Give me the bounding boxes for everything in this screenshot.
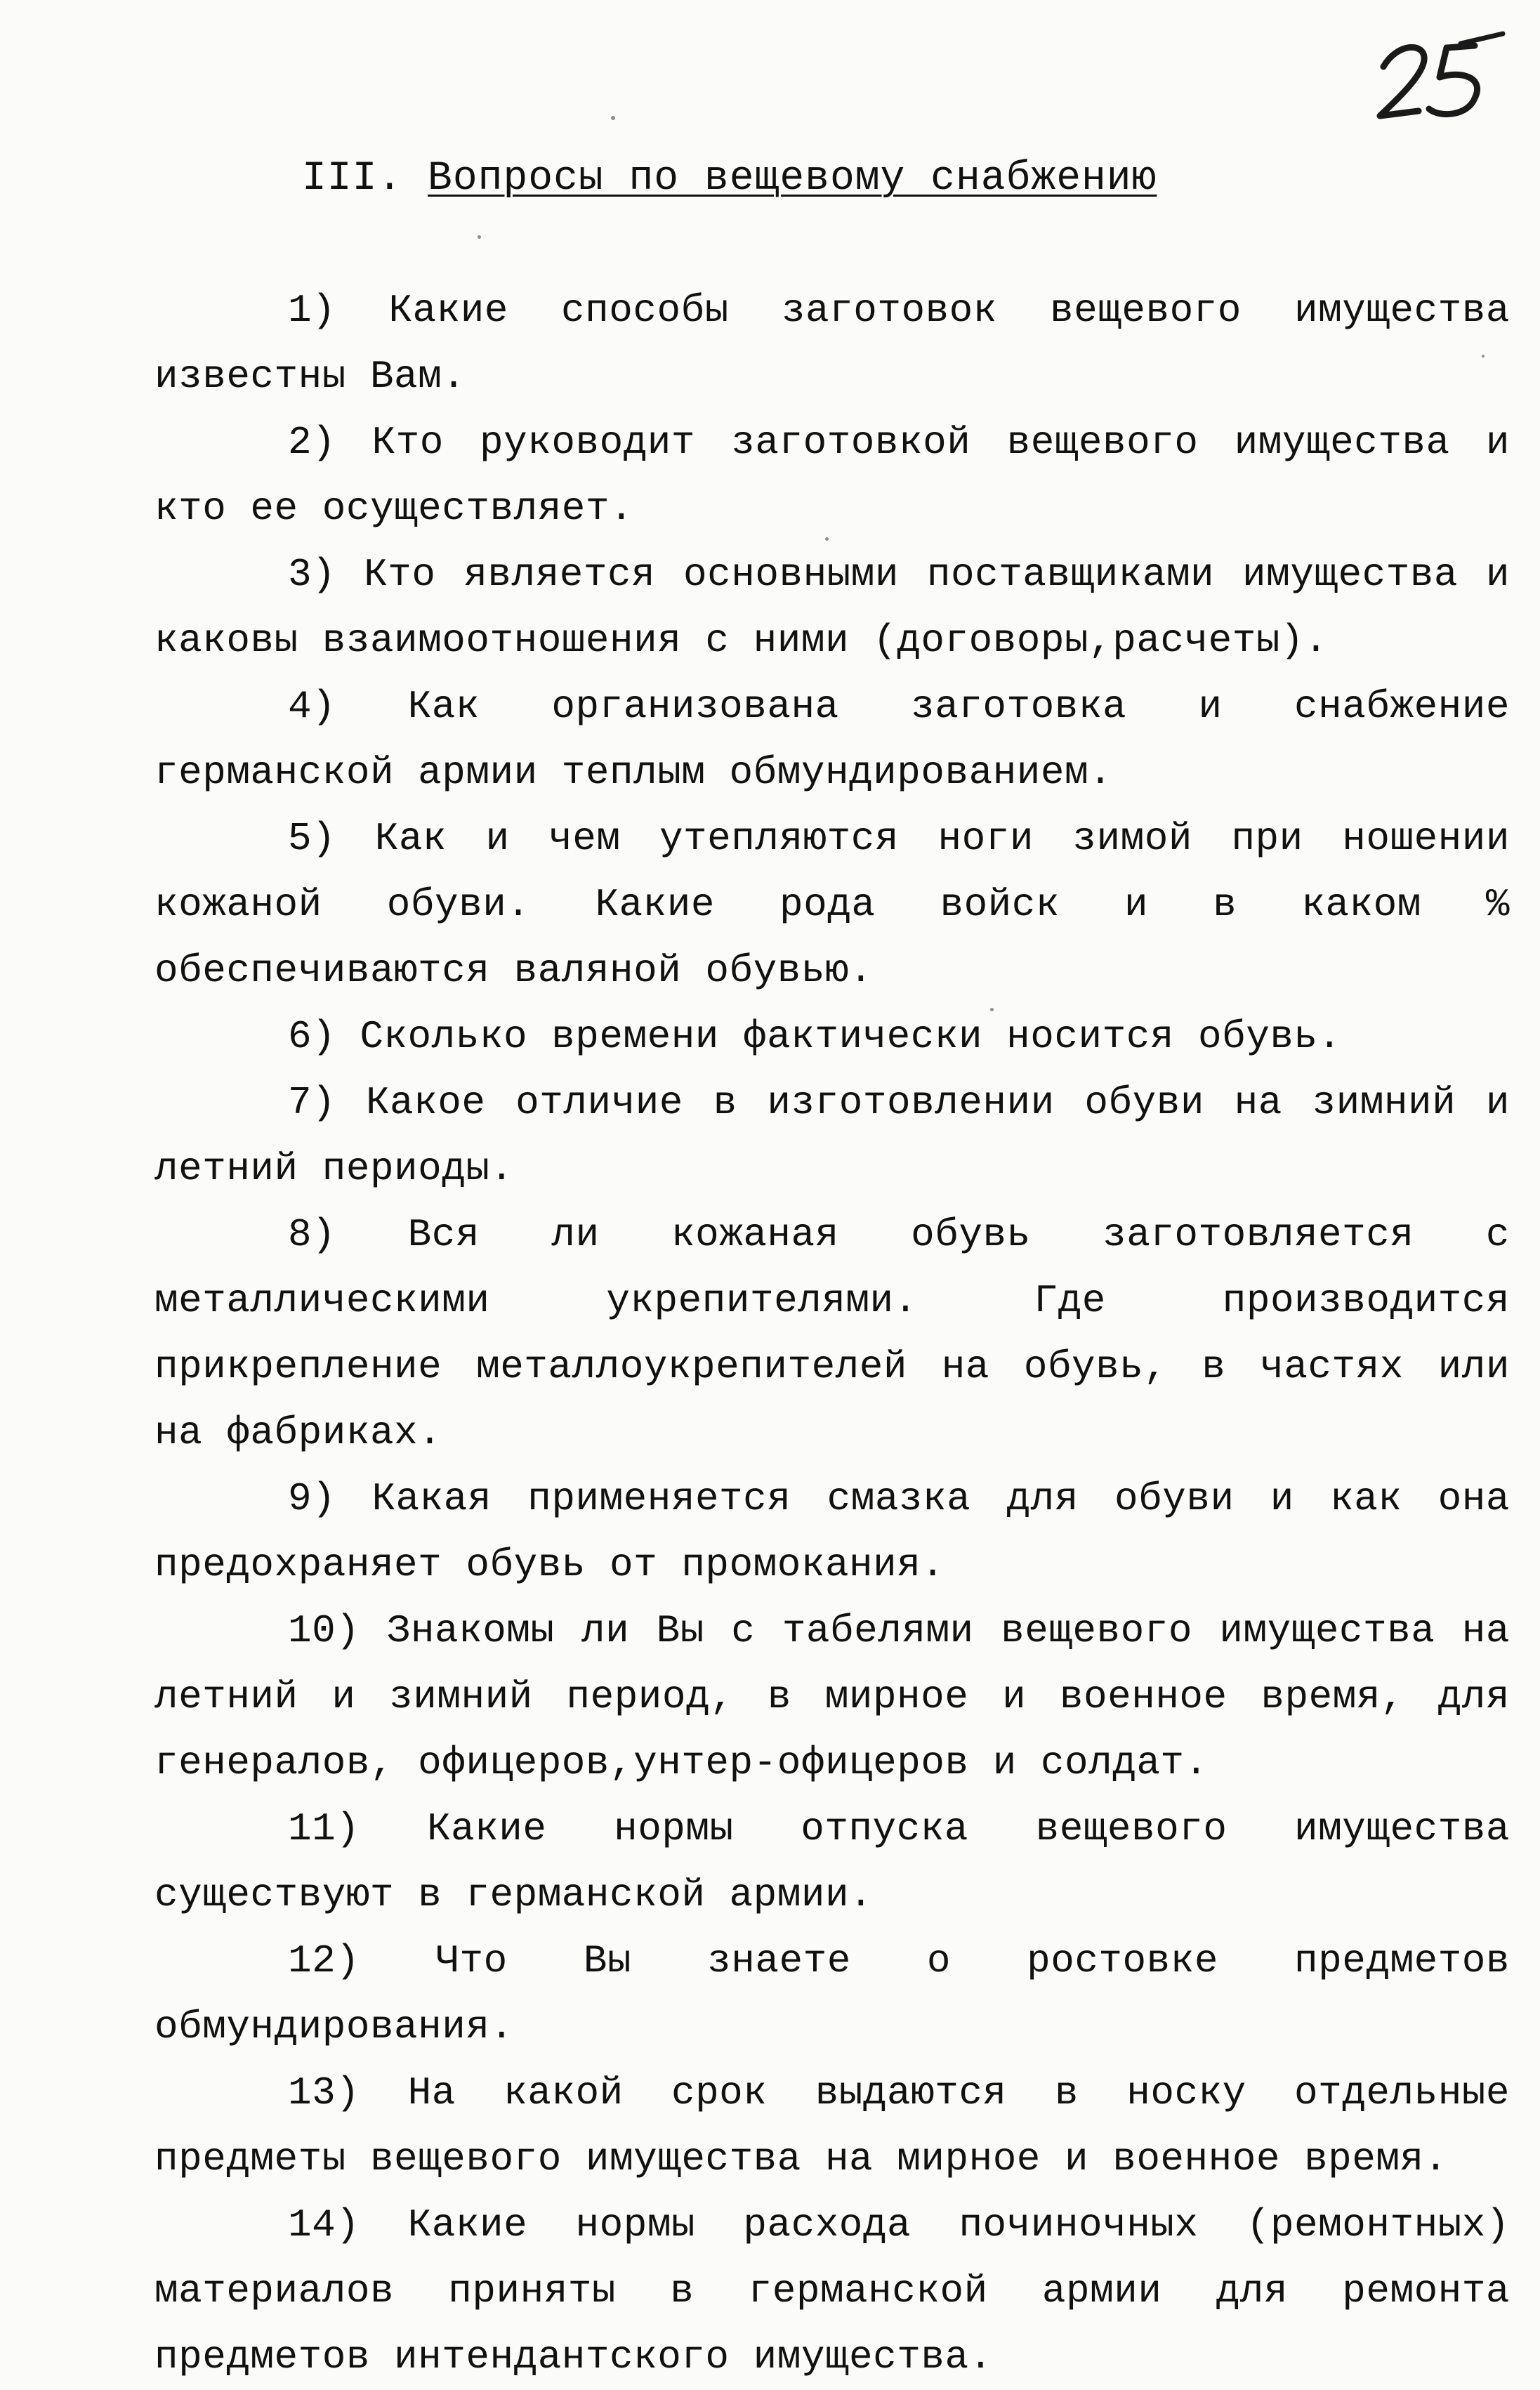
question-number: 8): [288, 1212, 336, 1257]
question-item: [154, 806, 1510, 1004]
question-list: [154, 277, 1510, 2390]
question-item: [154, 1466, 1510, 1598]
question-item: [154, 2192, 1510, 2390]
question-number: 12): [288, 1938, 360, 1983]
paper-speck: [990, 1008, 994, 1011]
question-text: Какая применяется смазка для обуви и как она предохраняет обувь от промокания.: [154, 1476, 1510, 1587]
question-number: 14): [288, 2202, 360, 2247]
question-item: [154, 277, 1510, 409]
question-item: [154, 674, 1510, 806]
question-text: Что Вы знаете о ростовке предметов обмундирования.: [154, 1938, 1510, 2049]
question-number: 3): [288, 552, 336, 597]
question-text: Какие нормы расхода починочных (ремонтных) материалов приняты в германской армии для ремонта предметов интендантского имущества.: [154, 2202, 1511, 2379]
question-item: [154, 409, 1510, 541]
question-item: [154, 1796, 1510, 1928]
question-number: 4): [288, 684, 336, 729]
question-item: [154, 541, 1510, 674]
question-text: Какие способы заготовок вещевого имущества известны Вам.: [154, 288, 1510, 399]
question-text: Как организована заготовка и снабжение германской армии теплым обмундированием.: [154, 684, 1510, 795]
question-text: Кто руководит заготовкой вещевого имущества и кто ее осуществляет.: [154, 420, 1510, 531]
section-numeral: III.: [302, 156, 403, 202]
question-number: 10): [288, 1608, 360, 1653]
question-item: [154, 1070, 1510, 1202]
question-text: Сколько времени фактически носится обувь.: [360, 1014, 1342, 1059]
handwritten-page-number: [1369, 28, 1510, 133]
question-number: 13): [288, 2070, 360, 2115]
question-text: На какой срок выдаются в носку отдельные предметы вещевого имущества на мирное и военное время.: [154, 2070, 1511, 2181]
question-text: Какое отличие в изготовлении обуви на зимний и летний периоды.: [154, 1080, 1510, 1191]
section-heading: [302, 156, 1157, 202]
question-text: Знакомы ли Вы с табелями вещевого имущества на летний и зимний период, в мирное и военное время, для генералов, офицеров,унтер-офицеров и солдат.: [154, 1608, 1510, 1785]
question-item: [154, 1202, 1510, 1466]
question-item: [154, 1004, 1510, 1070]
question-number: 5): [288, 816, 336, 861]
paper-speck: [825, 537, 829, 541]
question-item: [154, 1598, 1510, 1796]
question-number: 9): [288, 1476, 336, 1521]
question-number: 2): [288, 420, 336, 465]
question-item: [154, 2060, 1510, 2192]
question-text: Какие нормы отпуска вещевого имущества существуют в германской армии.: [154, 1806, 1510, 1917]
question-item: [154, 1928, 1510, 2060]
question-number: 6): [288, 1014, 336, 1059]
question-text: Вся ли кожаная обувь заготовляется с металлическими укрепителями. Где производится прикрепление металлоукрепителей на обувь, в частях или на фабриках.: [154, 1212, 1510, 1455]
question-number: 7): [288, 1080, 336, 1125]
section-title: Вопросы по вещевому снабжению: [428, 156, 1157, 202]
question-text: Кто является основными поставщиками имущества и каковы взаимоотношения с ними (договоры,расчеты).: [154, 552, 1510, 663]
paper-speck: [478, 235, 481, 239]
question-text: Как и чем утепляются ноги зимой при ношении кожаной обуви. Какие рода войск и в каком % обеспечиваются валяной обувью.: [154, 816, 1510, 993]
paper-speck: [611, 116, 615, 120]
question-number: 1): [288, 288, 336, 333]
paper-speck: [1482, 355, 1485, 357]
question-number: 11): [288, 1806, 360, 1851]
